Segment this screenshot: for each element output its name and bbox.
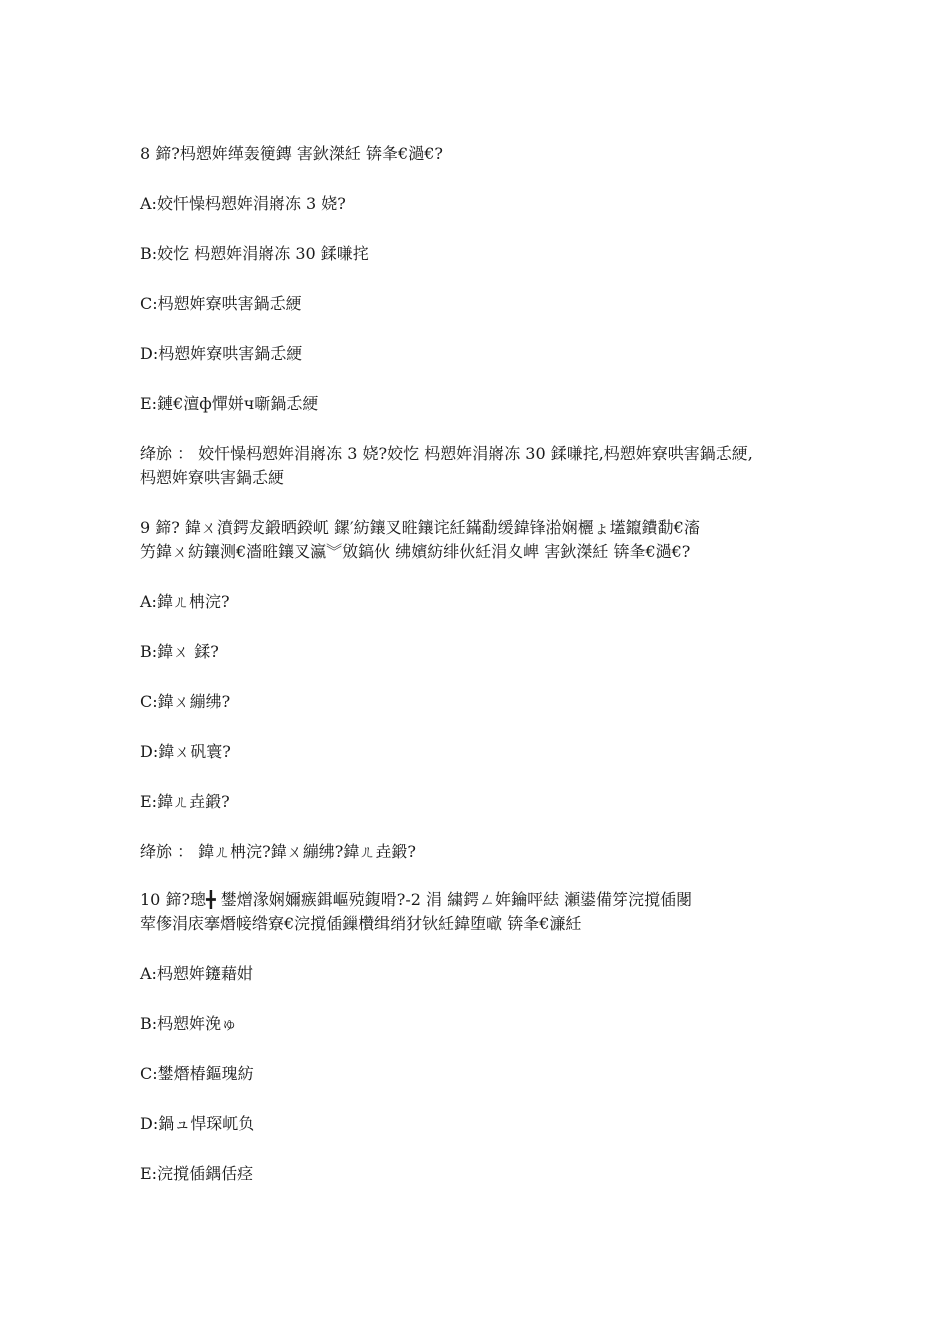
question-9-option-b: B:鍏ㄨ 鍒?: [140, 642, 219, 661]
question-9-stem-line-1: 9 鍗? 鍏ㄨ濆鍔犮鍛晒鍨屼 鏍′紡鑲叉暀鑲诧紝鏋勫缓鍏锋湁娴欐ょ壒鑹鐨勫€滀: [140, 518, 700, 537]
question-10-stem-line-2: 荤偧涓庡搴熸帹绺寮€浣撹偛鏁欑缉绡犲钬紝鍏堕噷 锛夆€濓紝: [140, 914, 582, 933]
question-9-answer: 绛旀 ： 鍏ㄦ柟浣?鍏ㄨ繃绋?鍏ㄦ垚鍛?: [140, 842, 416, 861]
question-10-option-c: C:鐢熸椿鏂瑰紡: [140, 1064, 254, 1083]
question-9-stem-line-2: 竻鍏ㄨ紡鑲测€濇暀鑲叉瀛︾敓鎬伙 绋嬪紡绯伙紝涓夊崥 害鈥滐紝 锛夆€濄€?: [140, 542, 691, 561]
question-8-option-d: D:杩愬姩寮哄害鍋忎綆: [140, 344, 303, 363]
question-8-option-b: B:姣忔 杩愬姩涓嶈冻 30 鍒嗛挓: [140, 244, 369, 263]
question-9-option-a: A:鍏ㄦ柟浣?: [140, 592, 230, 611]
question-8-option-c: C:杩愬姩寮哄害鍋忎綆: [140, 294, 302, 313]
question-9-option-c: C:鍏ㄨ繃绋?: [140, 692, 231, 711]
question-10-option-e: E:浣撹偛鍝佸痉: [140, 1164, 254, 1183]
question-10-stem-line-1: 10 鍗?璁╋ 鐢熷湪娴嬭瘯鍓嶇殑鍑嗗?-2 涓 繍鍔ㄥ姩鑰呯紶 瀬鍙備笌浣撹偛閿: [140, 890, 693, 909]
question-9-option-e: E:鍏ㄦ垚鍛?: [140, 792, 230, 811]
question-8-option-e: E:鏈€澶ф憚姘ч噺鍋忎綆: [140, 394, 319, 413]
question-9-option-d: D:鍏ㄨ矾寰?: [140, 742, 231, 761]
question-10-option-b: B:杩愬姩浼ゅ: [140, 1014, 238, 1033]
question-8-answer-line-1: 绛旀 ： 姣忓懆杩愬姩涓嶈冻 3 娆?姣忔 杩愬姩涓嶈冻 30 鍒嗛挓,杩愬姩寮哄害鍋忎綆,: [140, 444, 753, 463]
question-10-option-a: A:杩愬姩鑳藉姏: [140, 964, 253, 983]
question-8-answer-line-2: 杩愬姩寮哄害鍋忎綆: [140, 468, 285, 487]
question-10-option-d: D:鍋ュ悍琛屼负: [140, 1114, 255, 1133]
question-8-option-a: A:姣忓懆杩愬姩涓嶈冻 3 娆?: [140, 194, 346, 213]
question-8-stem: 8 鍗?杩愬姩缂轰箯鏄 害鈥滐紝 锛夆€濄€?: [140, 144, 443, 163]
